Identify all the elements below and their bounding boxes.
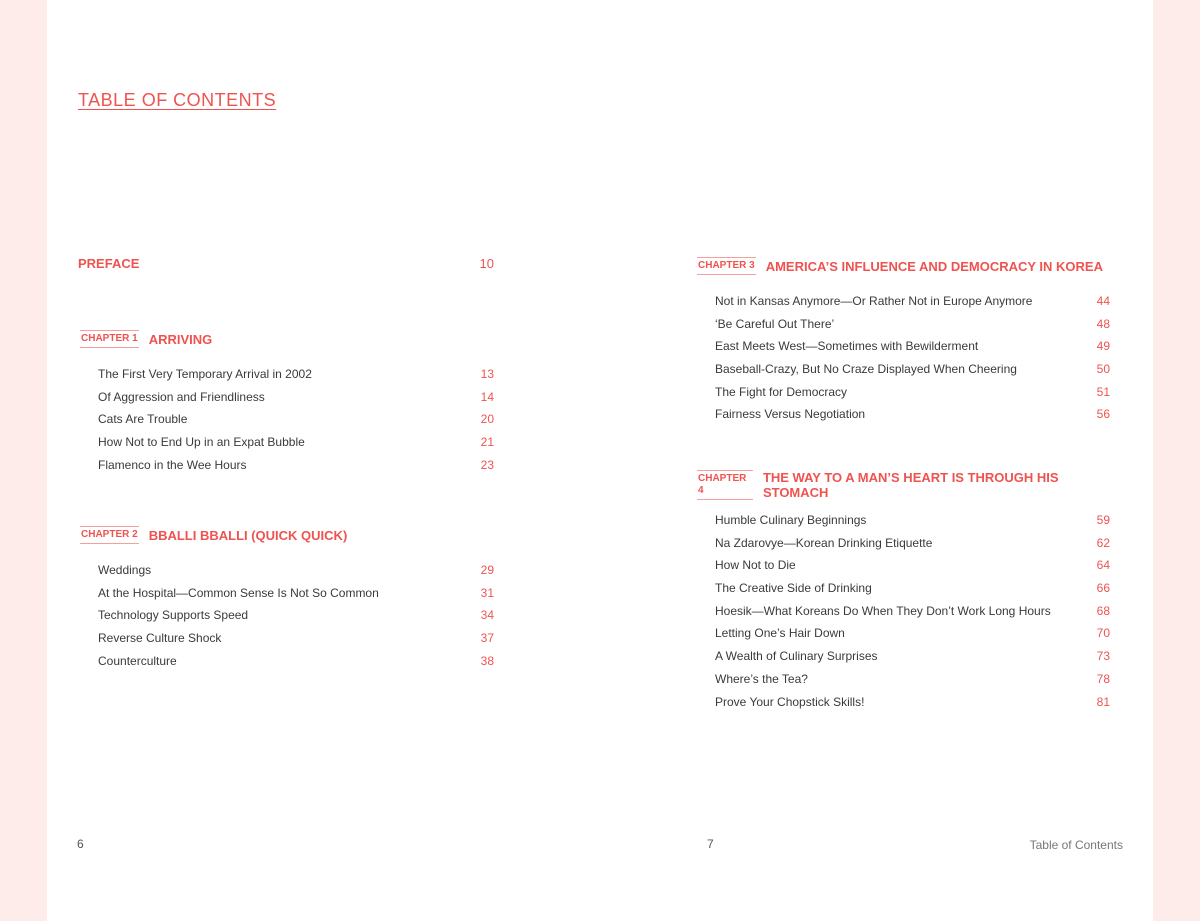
entry-page: 44 <box>1096 294 1110 308</box>
left-page-number: 6 <box>77 837 84 851</box>
toc-entry[interactable] <box>98 431 494 454</box>
entry-title: The Creative Side of Drinking <box>715 581 872 596</box>
chapter-3-header[interactable] <box>697 256 1110 276</box>
entry-page: 38 <box>480 653 494 668</box>
entry-page: 51 <box>1096 384 1110 399</box>
entry-page: 21 <box>480 435 494 450</box>
entry-title: Flamenco in the Wee Hours <box>98 457 247 472</box>
entry-title: Prove Your Chopstick Skills! <box>715 694 865 709</box>
toc-entry[interactable] <box>715 313 1110 336</box>
chapter-title: BBALLI BBALLI (QUICK QUICK) <box>148 527 348 543</box>
toc-entry[interactable] <box>715 600 1110 623</box>
entry-page: 37 <box>480 631 494 646</box>
toc-entry[interactable] <box>715 381 1110 404</box>
preface-entry[interactable] <box>78 256 494 271</box>
chapter-4-entries <box>697 509 1110 713</box>
chapter-3-entries <box>697 290 1110 426</box>
entry-page: 34 <box>480 608 494 623</box>
chapter-1-entries <box>80 363 494 476</box>
entry-page: 23 <box>480 457 494 472</box>
chapter-tag: CHAPTER 3 <box>697 257 756 275</box>
toc-entry[interactable] <box>715 577 1110 600</box>
entry-title: A Wealth of Culinary Surprises <box>715 649 878 664</box>
entry-page: 48 <box>1096 316 1110 331</box>
entry-page: 29 <box>480 563 494 577</box>
toc-entry[interactable] <box>715 622 1110 645</box>
entry-page: 20 <box>480 412 494 427</box>
entry-title: Hoesik—What Koreans Do When They Don’t Work Long Hours <box>715 603 1051 618</box>
toc-entry[interactable] <box>98 604 494 627</box>
entry-title: Of Aggression and Friendliness <box>98 389 265 404</box>
entry-page: 31 <box>480 585 494 600</box>
entry-title: Reverse Culture Shock <box>98 631 222 646</box>
entry-title: ‘Be Careful Out There’ <box>715 316 835 331</box>
toc-entry[interactable] <box>715 532 1110 555</box>
entry-title: Counterculture <box>98 653 177 668</box>
entry-page: 62 <box>1096 535 1110 550</box>
entry-page: 50 <box>1096 362 1110 377</box>
chapter-title: ARRIVING <box>148 331 213 347</box>
toc-entry[interactable] <box>715 335 1110 358</box>
chapter-4 <box>697 470 1110 729</box>
toc-entry[interactable] <box>98 650 494 673</box>
entry-page: 49 <box>1096 339 1110 354</box>
entry-page: 68 <box>1096 603 1110 618</box>
chapter-2-entries <box>80 559 494 672</box>
entry-page: 64 <box>1096 558 1110 573</box>
toc-entry[interactable] <box>715 645 1110 668</box>
entry-title: East Meets West—Sometimes with Bewilderment <box>715 339 979 354</box>
toc-entry[interactable] <box>715 691 1110 714</box>
right-page <box>600 0 1153 921</box>
entry-title: How Not to Die <box>715 558 796 573</box>
running-head: Table of Contents <box>1029 838 1123 852</box>
chapter-1-header[interactable] <box>80 329 494 349</box>
entry-title: How Not to End Up in an Expat Bubble <box>98 435 305 450</box>
entry-page: 14 <box>480 389 494 404</box>
chapter-tag: CHAPTER 4 <box>697 470 753 500</box>
entry-title: The First Very Temporary Arrival in 2002 <box>98 367 312 381</box>
toc-entry[interactable] <box>98 454 494 477</box>
entry-title: Fairness Versus Negotiation <box>715 407 866 422</box>
entry-page: 59 <box>1096 513 1110 527</box>
chapter-title: AMERICA’S INFLUENCE AND DEMOCRACY IN KOREA <box>765 258 1103 274</box>
entry-page: 56 <box>1096 407 1110 422</box>
toc-entry[interactable] <box>715 290 1110 313</box>
entry-page: 13 <box>480 367 494 381</box>
chapter-2 <box>80 525 494 688</box>
chapter-tag: CHAPTER 1 <box>80 330 139 348</box>
chapter-title: THE WAY TO A MAN’S HEART IS THROUGH HIS STOMACH <box>762 470 1059 500</box>
toc-entry[interactable] <box>98 408 494 431</box>
entry-title: At the Hospital—Common Sense Is Not So Common <box>98 585 379 600</box>
chapter-1 <box>80 329 494 492</box>
toc-entry[interactable] <box>98 627 494 650</box>
left-page <box>47 0 600 921</box>
entry-title: Na Zdarovye—Korean Drinking Etiquette <box>715 535 933 550</box>
preface-page: 10 <box>479 256 494 271</box>
toc-entry[interactable] <box>715 358 1110 381</box>
toc-entry[interactable] <box>98 386 494 409</box>
entry-page: 81 <box>1096 694 1110 709</box>
toc-entry[interactable] <box>715 509 1110 532</box>
chapter-3 <box>697 256 1110 442</box>
toc-entry[interactable] <box>715 403 1110 426</box>
toc-entry[interactable] <box>715 554 1110 577</box>
entry-title: Humble Culinary Beginnings <box>715 513 867 527</box>
right-page-number: 7 <box>707 837 714 851</box>
entry-page: 78 <box>1096 671 1110 686</box>
toc-entry[interactable] <box>98 363 494 386</box>
entry-title: Baseball-Crazy, But No Craze Displayed When Cheering <box>715 362 1017 377</box>
preface-label: PREFACE <box>78 256 140 271</box>
entry-title: Where’s the Tea? <box>715 671 808 686</box>
entry-page: 66 <box>1096 581 1110 596</box>
chapter-tag: CHAPTER 2 <box>80 526 139 544</box>
entry-page: 73 <box>1096 649 1110 664</box>
toc-entry[interactable] <box>715 668 1110 691</box>
book-spread <box>47 0 1153 921</box>
entry-title: Weddings <box>98 563 152 577</box>
entry-page: 70 <box>1096 626 1110 641</box>
entry-title: Letting One’s Hair Down <box>715 626 845 641</box>
entry-title: Cats Are Trouble <box>98 412 188 427</box>
chapter-4-header[interactable] <box>697 470 1110 500</box>
entry-title: Technology Supports Speed <box>98 608 249 623</box>
toc-title: TABLE OF CONTENTS <box>78 90 277 110</box>
toc-entry[interactable] <box>98 559 494 582</box>
chapter-2-header[interactable] <box>80 525 494 545</box>
toc-entry[interactable] <box>98 582 494 605</box>
entry-title: The Fight for Democracy <box>715 384 848 399</box>
entry-title: Not in Kansas Anymore—Or Rather Not in Europe Anymore <box>715 294 1033 308</box>
